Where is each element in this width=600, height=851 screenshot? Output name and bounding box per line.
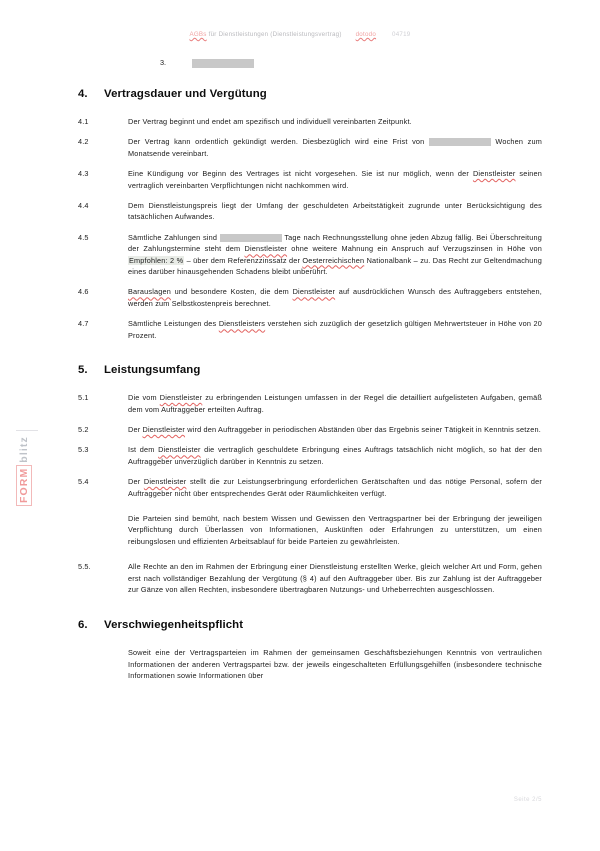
clause-5-2-text-b: wird den Auftraggeber in periodischen Abständen über das Ergebnis seiner Tätigkeit in Kenntnis setzen.: [185, 424, 541, 434]
clause-4-2: [0, 136, 600, 159]
clause-5-1-number: 5.1: [78, 393, 89, 403]
clause-4-2-text-before: Der Vertrag kann ordentlich gekündigt werden. Diesbezüglich wird eine Frist von: [128, 137, 429, 147]
clause-4-5: [0, 232, 600, 278]
clause-4-6-spellcheck-word-1: Barauslagen: [128, 287, 171, 297]
clause-5-3-spellcheck-word: Dienstleister: [158, 445, 201, 455]
clause-5-5-text: Alle Rechte an den im Rahmen der Erbringung einer Dienstleistung erstellten Werke, gleich welcher Art und Form, gehen erst nach vollständiger Bezahlung der Vergütung (§ 4) auf den Auftraggeber über. Bis zur Zahlung ist der Auftraggeber zur Gänze von allen Rechten, insbesondere übertragbaren Nutzungs- und Urheberrechten ausgeschlossen.: [128, 562, 542, 594]
clause-5-2-number: 5.2: [78, 424, 89, 434]
clause-5-1-text-a: Die vom: [128, 393, 160, 403]
clause-5-3-number: 5.3: [78, 445, 89, 455]
clause-5-5-number: 5.5.: [78, 562, 91, 572]
clause-4-3-spellcheck-word: Dienstleister: [472, 169, 516, 179]
header-mark: dotodo: [355, 31, 377, 38]
clause-4-4-number: 4.4: [78, 201, 89, 211]
clause-4-1: [0, 116, 600, 127]
clause-4-3-text-a: Eine Kündigung vor Beginn des Vertrages ist nicht vorgesehen. Sie ist nur möglich, wenn der: [128, 169, 473, 179]
section-4-number: 4.: [78, 88, 88, 100]
clause-4-5-spellcheck-word-2: Oesterreichischen: [302, 255, 365, 265]
clause-4-1-number: 4.1: [78, 117, 89, 126]
carryover-item-number: 3.: [160, 58, 167, 67]
clause-5-1-text-b: zu erbringenden Leistungen umfassen in der Regel die detailliert aufgelisteten Aufgaben, gemäß dem vom Auftraggeber erteilten Auftrag.: [128, 393, 542, 414]
clause-5-4-text-b: stellt die zur Leistungserbringung erforderlichen Gerätschaften und das nötige Personal, sofern der Auftraggeber nicht über entsprechendes Gerät oder Räumlichkeiten verfügt.: [128, 477, 542, 498]
clause-4-7-spellcheck-word: Dienstleisters: [218, 319, 266, 329]
clause-5-3-text-b: die vertraglich geschuldete Erbringung eines Auftrags tatsächlich nicht möglich, so hat der den Auftraggeber unverzüglich darüber in Kenntnis zu setzen.: [128, 445, 542, 466]
clause-5-1: [0, 392, 600, 415]
clause-5-4-text-a: Der: [128, 477, 144, 487]
clause-4-4-text: Dem Dienstleistungspreis liegt der Umfang der geschuldeten Arbeitstätigkeit zugrunde unter Berücksichtigung des tatsächlichen Aufwandes.: [128, 201, 542, 222]
header-title: für Dienstleistungen (Dienstleistungsvertrag): [208, 31, 342, 38]
clause-4-3-text-b: seinen vertraglich vereinbarten Verpflichtungen nicht nachkommen wird.: [128, 169, 542, 190]
header-number: 04719: [392, 31, 411, 38]
clause-4-5-text-a: Sämtliche Zahlungen sind: [128, 232, 220, 242]
clause-5-4: [0, 476, 600, 499]
clause-4-5-text-d: – über dem Referenzzinssatz der: [184, 255, 303, 265]
watermark-form: FORM: [16, 465, 32, 506]
carryover-item-blank[interactable]: [192, 59, 254, 68]
section-5-number: 5.: [78, 364, 88, 377]
clause-4-5-text-b: Tage nach Rechnungsstellung ohne jeden Abzug fällig. Bei Überschreitung der Zahlungstermine steht dem: [128, 232, 542, 254]
clause-4-5-text-c: ohne weitere Mahnung ein Anspruch auf Verzugszinsen in Höhe von: [287, 244, 542, 254]
clause-4-2-number: 4.2: [78, 137, 89, 147]
clause-4-5-spellcheck-word-1: Dienstleister: [244, 244, 288, 254]
clause-4-5-blank-days[interactable]: [220, 234, 282, 242]
carryover-list-item: [160, 58, 254, 68]
clause-4-7-text-a: Sämtliche Leistungen des: [128, 319, 219, 329]
section-4-title: Vertragsdauer und Vergütung: [104, 88, 267, 100]
clause-4-6-spellcheck-word-2: Dienstleister: [292, 287, 336, 297]
section-heading-5: [0, 364, 600, 376]
clause-5-2-spellcheck-word: Dienstleister: [142, 424, 186, 434]
clause-4-1-text: Der Vertrag beginnt und endet am spezifisch und individuell vereinbarten Zeitpunkt.: [128, 117, 412, 126]
document-header: [0, 31, 600, 38]
clause-5-5: [0, 561, 600, 595]
clause-4-6-text-b: auf ausdrücklichen Wunsch des Auftraggebers entstehen, werden zum Selbstkostenpreis berechnet.: [128, 287, 542, 308]
clause-4-5-highlight-recommendation: Empfohlen: 2 %: [129, 255, 184, 265]
clause-4-7: [0, 318, 600, 341]
clause-5-2-text-a: Der: [128, 424, 143, 434]
section-heading-6: [0, 619, 600, 631]
section-6-number: 6.: [78, 619, 88, 632]
clause-4-2-blank-weeks[interactable]: [429, 138, 491, 146]
footer-page-number: Seite 2/5: [513, 797, 542, 803]
clause-4-6: [0, 286, 600, 309]
clause-4-5-number: 4.5: [78, 232, 89, 242]
section-6-title: Verschwiegenheitspflicht: [104, 619, 244, 632]
clause-4-6-text-a: und besondere Kosten, die dem: [170, 287, 293, 297]
header-brand-word: AGBs: [189, 31, 207, 38]
clause-4-4: [0, 200, 600, 223]
section-5-title: Leistungsumfang: [104, 364, 201, 377]
clause-6-intro: Soweit eine der Vertragsparteien im Rahmen der gemeinsamen Geschäftsbeziehungen Kenntnis von vertraulichen Informationen der anderen Vertragspartei bzw. der jeweils eingeschalteten Erfüllungsgehilfen (insbesondere technische Informationen sowie Informationen über: [128, 648, 542, 681]
section-heading-4: [0, 88, 600, 100]
clause-5-4-extra-paragraph: Die Parteien sind bemüht, nach bestem Wissen und Gewissen den Vertragspartner bei der Erbringung der jeweiligen Verpflichtung durch Überlassen von Informationen, Auskünften oder Erfahrungen zu unterstützen, um einen reibungslosen und effizienten Arbeitsablauf für beide Parteien zu gewährleisten.: [128, 513, 542, 546]
clause-4-5-text-e: Nationalbank – zu. Das Recht zur Geltendmachung eines darüber hinausgehenden Schadens bleibt unberührt.: [128, 255, 542, 277]
clause-5-3-text-a: Ist dem: [128, 445, 159, 455]
clause-4-7-text-b: verstehen sich zuzüglich der gesetzlich gültigen Mehrwertsteuer in Höhe von 20 Prozent.: [128, 319, 542, 340]
clause-4-7-number: 4.7: [78, 319, 89, 329]
clause-5-1-spellcheck-word: Dienstleister: [159, 393, 203, 403]
clause-4-6-number: 4.6: [78, 287, 89, 297]
clause-5-2: [0, 424, 600, 435]
clause-4-3-number: 4.3: [78, 169, 89, 179]
clause-5-4-spellcheck-word: Dienstleister: [143, 477, 187, 487]
clause-5-4-number: 5.4: [78, 477, 89, 487]
clause-4-3: [0, 168, 600, 191]
document-body: [0, 88, 600, 682]
watermark-blitz: blitz: [18, 436, 30, 463]
clause-4-2-text-after: Wochen zum Monatsende vereinbart.: [128, 137, 542, 158]
clause-5-3: [0, 444, 600, 467]
